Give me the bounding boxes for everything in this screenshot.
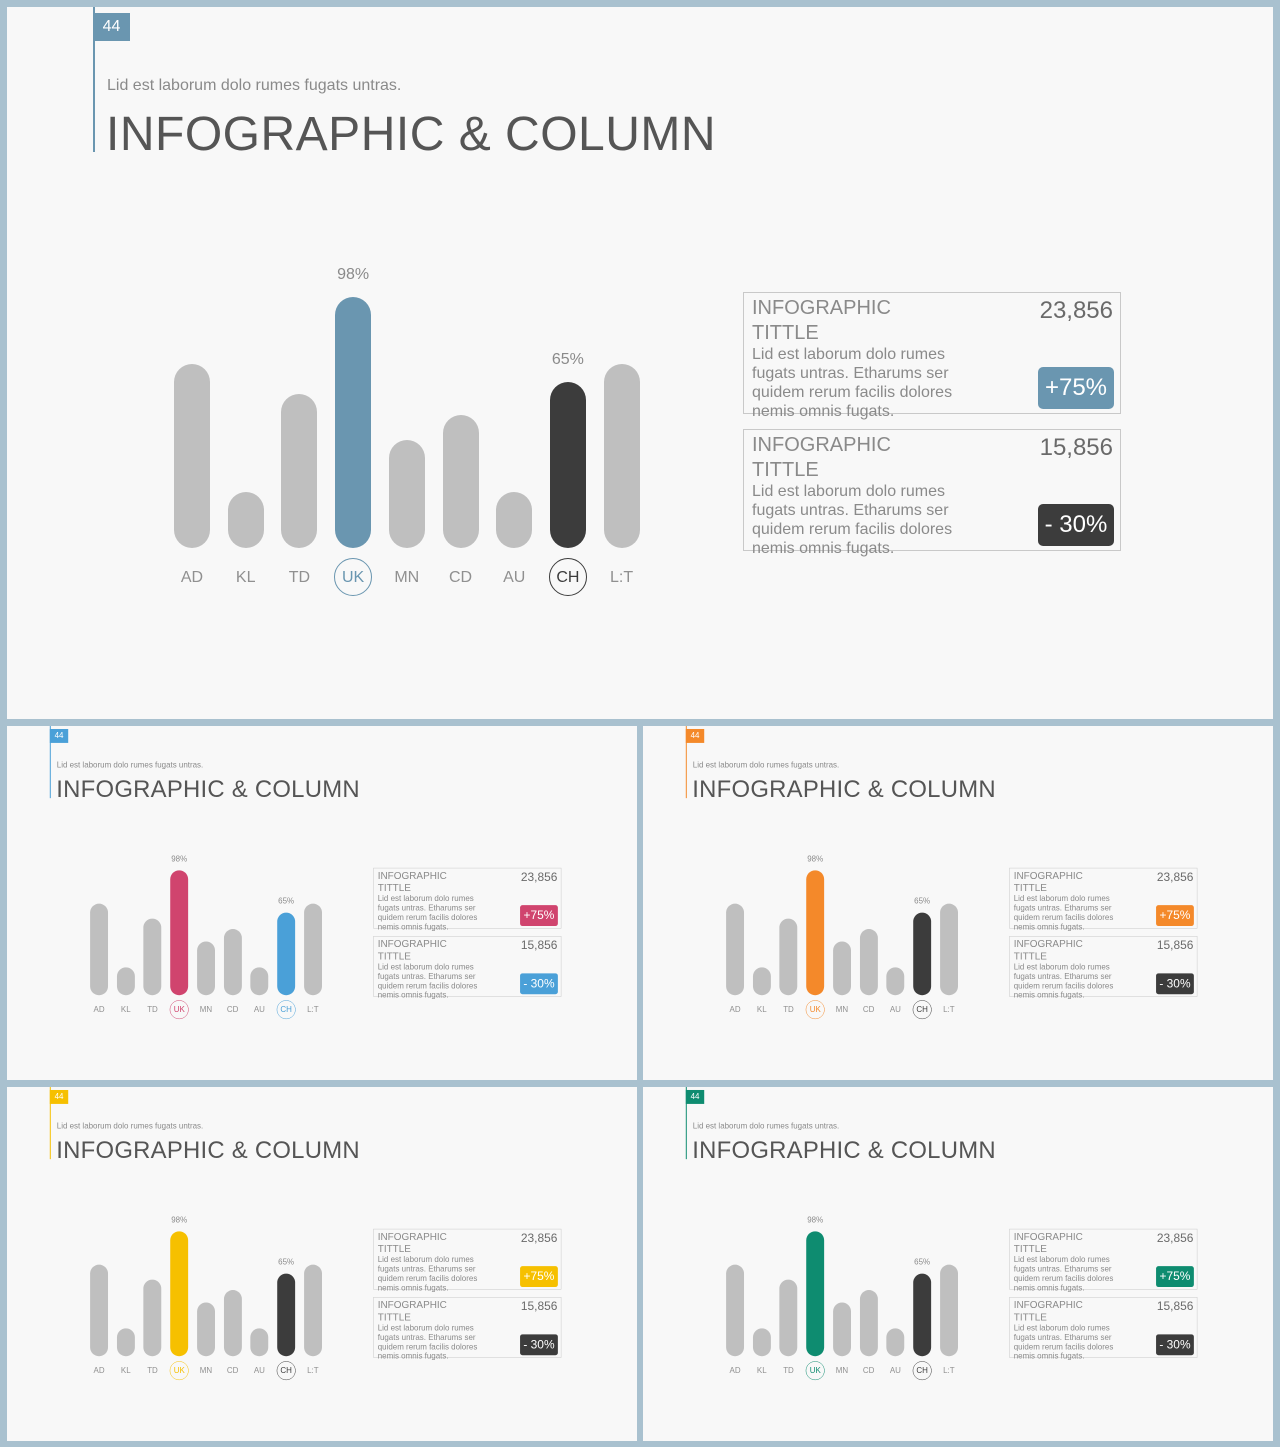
slide-1 bbox=[7, 7, 1273, 719]
card-text: Lid est laborum dolo rumes fugats untras. Etharums ser quidem rerum facilis dolores nemis omnis fugats. bbox=[377, 1255, 478, 1293]
card-text: Lid est laborum dolo rumes fugats untras. Etharums ser quidem rerum facilis dolores nemis omnis fugats. bbox=[1013, 962, 1114, 1000]
bar-lt bbox=[940, 1264, 958, 1356]
card-text: Lid est laborum dolo rumes fugats untras. Etharums ser quidem rerum facilis dolores nemis omnis fugats. bbox=[1013, 1255, 1114, 1293]
category-label: AD bbox=[729, 1366, 741, 1376]
bar-au bbox=[496, 492, 532, 548]
category-label: MN bbox=[394, 569, 420, 586]
page-number: 44 bbox=[50, 1090, 68, 1104]
change-badge: +75% bbox=[520, 1266, 558, 1287]
card-value: 15,856 bbox=[520, 1299, 558, 1313]
data-label: 98% bbox=[807, 854, 824, 864]
data-label: 98% bbox=[337, 266, 370, 284]
bar-ad bbox=[726, 1264, 744, 1356]
info-card bbox=[1009, 1229, 1197, 1293]
category-label: TD bbox=[288, 569, 311, 586]
category-label: KL bbox=[756, 1366, 767, 1376]
slide-title: INFOGRAPHIC & COLUMN bbox=[692, 1137, 996, 1164]
category-label: MN bbox=[835, 1005, 849, 1015]
bar-mn bbox=[389, 440, 425, 548]
category-label: L:T bbox=[307, 1005, 319, 1015]
category-label: KL bbox=[235, 569, 256, 586]
card-text: Lid est laborum dolo rumes fugats untras. Etharums ser quidem rerum facilis dolores nemis omnis fugats. bbox=[752, 346, 953, 420]
card-value: 23,856 bbox=[1156, 1231, 1194, 1245]
category-label: KL bbox=[756, 1005, 767, 1015]
card-text: Lid est laborum dolo rumes fugats untras. Etharums ser quidem rerum facilis dolores nemis omnis fugats. bbox=[377, 962, 478, 1000]
card-title: INFOGRAPHIC TITTLE bbox=[752, 434, 891, 481]
category-label: CD bbox=[226, 1005, 239, 1015]
page-number: 44 bbox=[686, 729, 704, 743]
bar-mn bbox=[197, 1303, 215, 1357]
bar-cd bbox=[443, 415, 479, 548]
data-label: 98% bbox=[171, 1215, 188, 1225]
bar-mn bbox=[833, 1303, 851, 1357]
card-value: 15,856 bbox=[1039, 434, 1113, 461]
slide-subtitle: Lid est laborum dolo rumes fugats untras. bbox=[56, 1121, 204, 1131]
bar-ad bbox=[174, 364, 210, 548]
bar-mn bbox=[197, 942, 215, 996]
slide-subtitle: Lid est laborum dolo rumes fugats untras. bbox=[692, 1121, 840, 1131]
slide-title: INFOGRAPHIC & COLUMN bbox=[106, 108, 717, 161]
slide-2 bbox=[7, 726, 637, 1080]
category-label: CD bbox=[226, 1366, 239, 1376]
slide-content bbox=[7, 726, 637, 1080]
bar-lt bbox=[304, 903, 322, 995]
bar-uk bbox=[806, 1231, 824, 1356]
bar-mn bbox=[833, 942, 851, 996]
category-label: KL bbox=[120, 1366, 131, 1376]
category-label: CH bbox=[913, 1361, 932, 1380]
bar-ch bbox=[913, 912, 931, 995]
bar-td bbox=[780, 1280, 798, 1356]
change-badge: +75% bbox=[1156, 905, 1194, 926]
bar-td bbox=[144, 919, 162, 995]
category-label: AU bbox=[889, 1005, 901, 1015]
slide-title: INFOGRAPHIC & COLUMN bbox=[56, 776, 360, 803]
bar-uk bbox=[806, 870, 824, 995]
category-label: KL bbox=[120, 1005, 131, 1015]
info-card bbox=[1009, 1297, 1197, 1361]
data-label: 65% bbox=[914, 896, 931, 906]
data-label: 65% bbox=[551, 350, 584, 368]
bar-ch bbox=[550, 382, 586, 548]
data-label: 65% bbox=[278, 1257, 295, 1267]
bar-td bbox=[281, 394, 317, 548]
category-label: TD bbox=[147, 1005, 158, 1015]
bar-uk bbox=[335, 297, 371, 548]
category-label: TD bbox=[783, 1366, 794, 1376]
bar-kl bbox=[753, 967, 771, 995]
data-label: 98% bbox=[807, 1215, 824, 1225]
category-label: L:T bbox=[610, 569, 634, 586]
category-label: AU bbox=[889, 1366, 901, 1376]
card-text: Lid est laborum dolo rumes fugats untras. Etharums ser quidem rerum facilis dolores nemis omnis fugats. bbox=[752, 483, 953, 557]
category-label: CH bbox=[277, 1361, 296, 1380]
info-card bbox=[743, 292, 1121, 420]
slide-5 bbox=[643, 1087, 1273, 1441]
info-card bbox=[373, 1229, 561, 1293]
category-label: UK bbox=[170, 1361, 189, 1380]
info-card bbox=[1009, 936, 1197, 1000]
bar-cd bbox=[860, 1290, 878, 1356]
category-label: UK bbox=[806, 1000, 825, 1019]
category-label: L:T bbox=[307, 1366, 319, 1376]
change-badge: - 30% bbox=[1038, 504, 1114, 546]
info-card bbox=[1009, 868, 1197, 932]
card-text: Lid est laborum dolo rumes fugats untras. Etharums ser quidem rerum facilis dolores nemis omnis fugats. bbox=[377, 1323, 478, 1361]
slide-content bbox=[7, 1087, 637, 1441]
category-label: CD bbox=[862, 1005, 875, 1015]
category-label: AU bbox=[503, 569, 526, 586]
info-card bbox=[743, 429, 1121, 557]
bar-ch bbox=[277, 912, 295, 995]
category-label: CH bbox=[277, 1000, 296, 1019]
card-title: INFOGRAPHIC TITTLE bbox=[377, 1231, 447, 1255]
change-badge: - 30% bbox=[520, 1334, 558, 1355]
category-label: MN bbox=[199, 1005, 213, 1015]
card-title: INFOGRAPHIC TITTLE bbox=[377, 1299, 447, 1323]
bar-cd bbox=[224, 1290, 242, 1356]
info-card bbox=[373, 868, 561, 932]
card-value: 23,856 bbox=[1039, 297, 1113, 324]
category-label: CD bbox=[862, 1366, 875, 1376]
bar-lt bbox=[604, 364, 640, 548]
bar-cd bbox=[860, 929, 878, 995]
slide-title: INFOGRAPHIC & COLUMN bbox=[56, 1137, 360, 1164]
category-label: AD bbox=[180, 569, 204, 586]
bar-au bbox=[886, 967, 904, 995]
bar-au bbox=[250, 967, 268, 995]
bar-lt bbox=[304, 1264, 322, 1356]
card-title: INFOGRAPHIC TITTLE bbox=[1013, 938, 1083, 962]
bar-kl bbox=[117, 967, 135, 995]
bar-kl bbox=[753, 1328, 771, 1356]
category-label: L:T bbox=[943, 1005, 955, 1015]
change-badge: - 30% bbox=[520, 973, 558, 994]
category-label: MN bbox=[199, 1366, 213, 1376]
bar-kl bbox=[117, 1328, 135, 1356]
data-label: 65% bbox=[914, 1257, 931, 1267]
card-value: 23,856 bbox=[520, 1231, 558, 1245]
bar-ch bbox=[277, 1273, 295, 1356]
category-label: AD bbox=[729, 1005, 741, 1015]
category-label: L:T bbox=[943, 1366, 955, 1376]
card-value: 15,856 bbox=[1156, 1299, 1194, 1313]
card-value: 23,856 bbox=[520, 870, 558, 884]
data-label: 65% bbox=[278, 896, 295, 906]
category-label: TD bbox=[147, 1366, 158, 1376]
bar-au bbox=[250, 1328, 268, 1356]
slide-subtitle: Lid est laborum dolo rumes fugats untras. bbox=[692, 760, 840, 770]
bar-ad bbox=[90, 1264, 108, 1356]
bar-td bbox=[144, 1280, 162, 1356]
category-label: TD bbox=[783, 1005, 794, 1015]
card-title: INFOGRAPHIC TITTLE bbox=[752, 297, 891, 344]
bar-ch bbox=[913, 1273, 931, 1356]
change-badge: +75% bbox=[1038, 367, 1114, 409]
card-text: Lid est laborum dolo rumes fugats untras. Etharums ser quidem rerum facilis dolores nemis omnis fugats. bbox=[1013, 894, 1114, 932]
bar-uk bbox=[170, 870, 188, 995]
page-number: 44 bbox=[50, 729, 68, 743]
change-badge: +75% bbox=[1156, 1266, 1194, 1287]
card-value: 15,856 bbox=[520, 938, 558, 952]
category-label: UK bbox=[334, 558, 372, 596]
change-badge: - 30% bbox=[1156, 1334, 1194, 1355]
change-badge: +75% bbox=[520, 905, 558, 926]
category-label: CD bbox=[448, 569, 473, 586]
data-label: 98% bbox=[171, 854, 188, 864]
card-title: INFOGRAPHIC TITTLE bbox=[1013, 1299, 1083, 1323]
bar-lt bbox=[940, 903, 958, 995]
bar-au bbox=[886, 1328, 904, 1356]
slide-content bbox=[643, 726, 1273, 1080]
bar-cd bbox=[224, 929, 242, 995]
category-label: UK bbox=[806, 1361, 825, 1380]
card-value: 23,856 bbox=[1156, 870, 1194, 884]
category-label: CH bbox=[549, 558, 587, 596]
card-title: INFOGRAPHIC TITTLE bbox=[377, 870, 447, 894]
change-badge: - 30% bbox=[1156, 973, 1194, 994]
card-text: Lid est laborum dolo rumes fugats untras. Etharums ser quidem rerum facilis dolores nemis omnis fugats. bbox=[377, 894, 478, 932]
page-number: 44 bbox=[686, 1090, 704, 1104]
category-label: AU bbox=[253, 1366, 265, 1376]
category-label: AU bbox=[253, 1005, 265, 1015]
card-title: INFOGRAPHIC TITTLE bbox=[1013, 1231, 1083, 1255]
slide-subtitle: Lid est laborum dolo rumes fugats untras. bbox=[107, 77, 402, 94]
slide-content bbox=[7, 7, 1273, 719]
card-text: Lid est laborum dolo rumes fugats untras. Etharums ser quidem rerum facilis dolores nemis omnis fugats. bbox=[1013, 1323, 1114, 1361]
bar-ad bbox=[726, 903, 744, 995]
card-title: INFOGRAPHIC TITTLE bbox=[377, 938, 447, 962]
category-label: UK bbox=[170, 1000, 189, 1019]
page-number: 44 bbox=[93, 13, 130, 41]
card-value: 15,856 bbox=[1156, 938, 1194, 952]
slide-title: INFOGRAPHIC & COLUMN bbox=[692, 776, 996, 803]
slide-subtitle: Lid est laborum dolo rumes fugats untras. bbox=[56, 760, 204, 770]
slide-4 bbox=[7, 1087, 637, 1441]
info-card bbox=[373, 936, 561, 1000]
info-card bbox=[373, 1297, 561, 1361]
category-label: CH bbox=[913, 1000, 932, 1019]
card-title: INFOGRAPHIC TITTLE bbox=[1013, 870, 1083, 894]
bar-ad bbox=[90, 903, 108, 995]
slide-3 bbox=[643, 726, 1273, 1080]
bar-uk bbox=[170, 1231, 188, 1356]
category-label: AD bbox=[93, 1366, 105, 1376]
slide-content bbox=[643, 1087, 1273, 1441]
bar-td bbox=[780, 919, 798, 995]
bar-kl bbox=[228, 492, 264, 548]
category-label: MN bbox=[835, 1366, 849, 1376]
category-label: AD bbox=[93, 1005, 105, 1015]
